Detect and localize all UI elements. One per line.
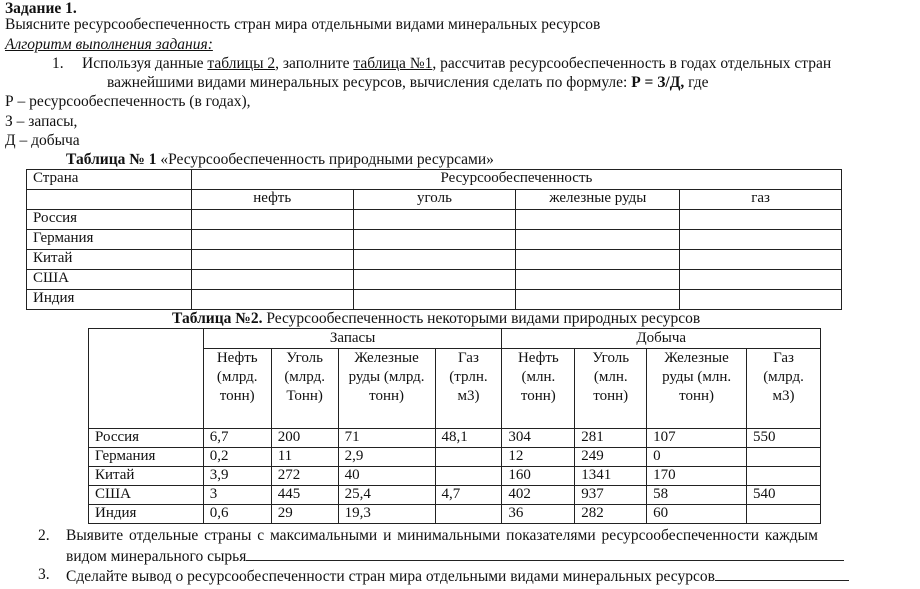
step3-answer-blank[interactable] [715, 566, 849, 581]
table1-input-cell[interactable] [191, 270, 353, 290]
table1-reference-link[interactable]: таблица №1 [353, 55, 433, 72]
table2-cell: 3 [203, 486, 271, 505]
table1-input-cell[interactable] [680, 270, 842, 290]
definition-z: З – запасы, [5, 113, 78, 130]
table2-cell: 550 [747, 429, 821, 448]
table2-cell: 71 [338, 429, 435, 448]
step3-text: Сделайте вывод о ресурсообеспеченности стран мира отдельными видами минеральных ресурсов [66, 568, 715, 585]
table1-col-iron: железные руды [516, 190, 680, 210]
table1-input-cell[interactable] [516, 210, 680, 230]
table1-country-header: Страна [27, 170, 192, 190]
table2-cell: 249 [575, 448, 647, 467]
table2-cell: 281 [575, 429, 647, 448]
step2-number: 2. [38, 527, 50, 544]
table1-input-cell[interactable] [680, 250, 842, 270]
formula: Р = З/Д, [631, 74, 685, 91]
table2-cell: 0 [647, 448, 747, 467]
table2-country: США [89, 486, 204, 505]
table2-corner-cell [89, 329, 204, 429]
step1-number: 1. [52, 55, 64, 72]
table2-country: Россия [89, 429, 204, 448]
table1-group-header: Ресурсообеспеченность [191, 170, 841, 190]
table2-cell: 25,4 [338, 486, 435, 505]
table2-cell: 304 [502, 429, 575, 448]
table1-country: Индия [27, 290, 192, 310]
table2-reference-link[interactable]: таблицы 2 [207, 55, 276, 72]
table2-cell: 402 [502, 486, 575, 505]
table2-cell [747, 467, 821, 486]
table1-caption [66, 151, 494, 169]
table1-input-cell[interactable] [191, 250, 353, 270]
table1 [26, 169, 842, 310]
table1-input-cell[interactable] [353, 210, 516, 230]
table1-input-cell[interactable] [516, 250, 680, 270]
step1-text-a: Используя данные [82, 55, 208, 72]
table2-cell: 272 [271, 467, 338, 486]
table2 [88, 328, 821, 524]
table2-cell: 107 [647, 429, 747, 448]
step2-line2-text: видом минерального сырья [66, 548, 247, 565]
table-row [89, 429, 821, 448]
table1-input-cell[interactable] [516, 290, 680, 310]
table2-cell: 12 [502, 448, 575, 467]
table2-production-col: Железные руды (млн. тонн) [647, 349, 747, 429]
table2-cell: 36 [502, 505, 575, 524]
step1-text-c: , рассчитав ресурсообеспеченность в годах отдельных стран [432, 55, 832, 72]
table2-cell [747, 448, 821, 467]
table1-col-coal: уголь [353, 190, 516, 210]
table2-cell: 4,7 [435, 486, 502, 505]
table1-input-cell[interactable] [680, 230, 842, 250]
table-row [27, 290, 842, 310]
table2-cell: 937 [575, 486, 647, 505]
table-row [27, 270, 842, 290]
table-row [89, 505, 821, 524]
definition-p: Р – ресурсообеспеченность (в годах), [5, 93, 251, 110]
step3-line [66, 566, 849, 586]
table-row [89, 467, 821, 486]
table2-cell: 445 [271, 486, 338, 505]
table1-input-cell[interactable] [353, 290, 516, 310]
step2-line2 [66, 546, 844, 566]
table2-production-header: Добыча [502, 329, 821, 349]
step2-answer-blank[interactable] [246, 546, 844, 561]
table2-production-col: Нефть (млн. тонн) [502, 349, 575, 429]
table1-input-cell[interactable] [191, 210, 353, 230]
step1-text-b: , заполните [275, 55, 354, 72]
step1-line2-text: важнейшими видами минеральных ресурсов, вычисления сделать по формуле: [107, 74, 632, 91]
table2-cell: 0,2 [203, 448, 271, 467]
task-heading: Задание 1. [5, 0, 77, 17]
table-row [27, 230, 842, 250]
table-row [89, 448, 821, 467]
table2-cell [435, 448, 502, 467]
table2-cell: 48,1 [435, 429, 502, 448]
table1-caption-title: «Ресурсообеспеченность природными ресурсами» [156, 151, 494, 168]
table1-input-cell[interactable] [353, 270, 516, 290]
table2-cell: 19,3 [338, 505, 435, 524]
table2-cell: 6,7 [203, 429, 271, 448]
table2-production-col: Газ (млрд. м3) [747, 349, 821, 429]
task-title: Выясните ресурсообеспеченность стран мира отдельными видами минеральных ресурсов [5, 16, 601, 33]
step2-line1: Выявите отдельные страны с максимальными и минимальными показателями ресурсообеспеченности каждым [66, 527, 818, 544]
table1-input-cell[interactable] [191, 230, 353, 250]
table2-cell: 170 [647, 467, 747, 486]
table2-cell: 0,6 [203, 505, 271, 524]
table2-caption-number: Таблица №2. [172, 310, 263, 327]
table2-reserves-header: Запасы [203, 329, 502, 349]
table2-country: Германия [89, 448, 204, 467]
table2-caption-title: Ресурсообеспеченность некоторыми видами природных ресурсов [262, 310, 701, 327]
table2-reserve-col: Уголь (млрд. Тонн) [271, 349, 338, 429]
table2-cell: 540 [747, 486, 821, 505]
table1-col-oil: нефть [191, 190, 353, 210]
table-row [89, 486, 821, 505]
table2-reserve-col: Нефть (млрд. тонн) [203, 349, 271, 429]
table2-cell: 11 [271, 448, 338, 467]
table2-cell: 282 [575, 505, 647, 524]
table2-cell [747, 505, 821, 524]
table1-input-cell[interactable] [191, 290, 353, 310]
table2-cell: 1341 [575, 467, 647, 486]
table2-reserve-col: Газ (трлн. м3) [435, 349, 502, 429]
table-row [27, 250, 842, 270]
table1-country: Германия [27, 230, 192, 250]
table1-col-gas: газ [680, 190, 842, 210]
table1-subheader-row [27, 190, 842, 210]
table1-input-cell[interactable] [353, 230, 516, 250]
table2-cell [435, 505, 502, 524]
table1-country: США [27, 270, 192, 290]
step1-line1 [82, 55, 831, 73]
table2-country: Индия [89, 505, 204, 524]
table1-header-row [27, 170, 842, 190]
table2-cell: 160 [502, 467, 575, 486]
algorithm-label: Алгоритм выполнения задания: [5, 36, 213, 53]
table1-country: Россия [27, 210, 192, 230]
table1-empty-cell [27, 190, 192, 210]
table2-cell: 60 [647, 505, 747, 524]
table2-caption [172, 310, 700, 328]
table1-input-cell[interactable] [680, 290, 842, 310]
table1-caption-number: Таблица № 1 [66, 151, 157, 168]
table1-input-cell[interactable] [353, 250, 516, 270]
table2-cell: 200 [271, 429, 338, 448]
table2-cell: 3,9 [203, 467, 271, 486]
step3-number: 3. [38, 566, 50, 583]
table2-group-row [89, 329, 821, 349]
table2-cell: 58 [647, 486, 747, 505]
table2-cell [435, 467, 502, 486]
table-row [27, 210, 842, 230]
definition-d: Д – добыча [5, 132, 80, 149]
step1-line2-end: где [684, 74, 709, 91]
table2-production-col: Уголь (млн. тонн) [575, 349, 647, 429]
table1-input-cell[interactable] [516, 270, 680, 290]
table2-cell: 29 [271, 505, 338, 524]
table1-input-cell[interactable] [680, 210, 842, 230]
table2-cell: 40 [338, 467, 435, 486]
table1-input-cell[interactable] [516, 230, 680, 250]
step1-line2 [107, 74, 709, 92]
table2-cell: 2,9 [338, 448, 435, 467]
table2-reserve-col: Железные руды (млрд. тонн) [338, 349, 435, 429]
table2-country: Китай [89, 467, 204, 486]
table1-country: Китай [27, 250, 192, 270]
